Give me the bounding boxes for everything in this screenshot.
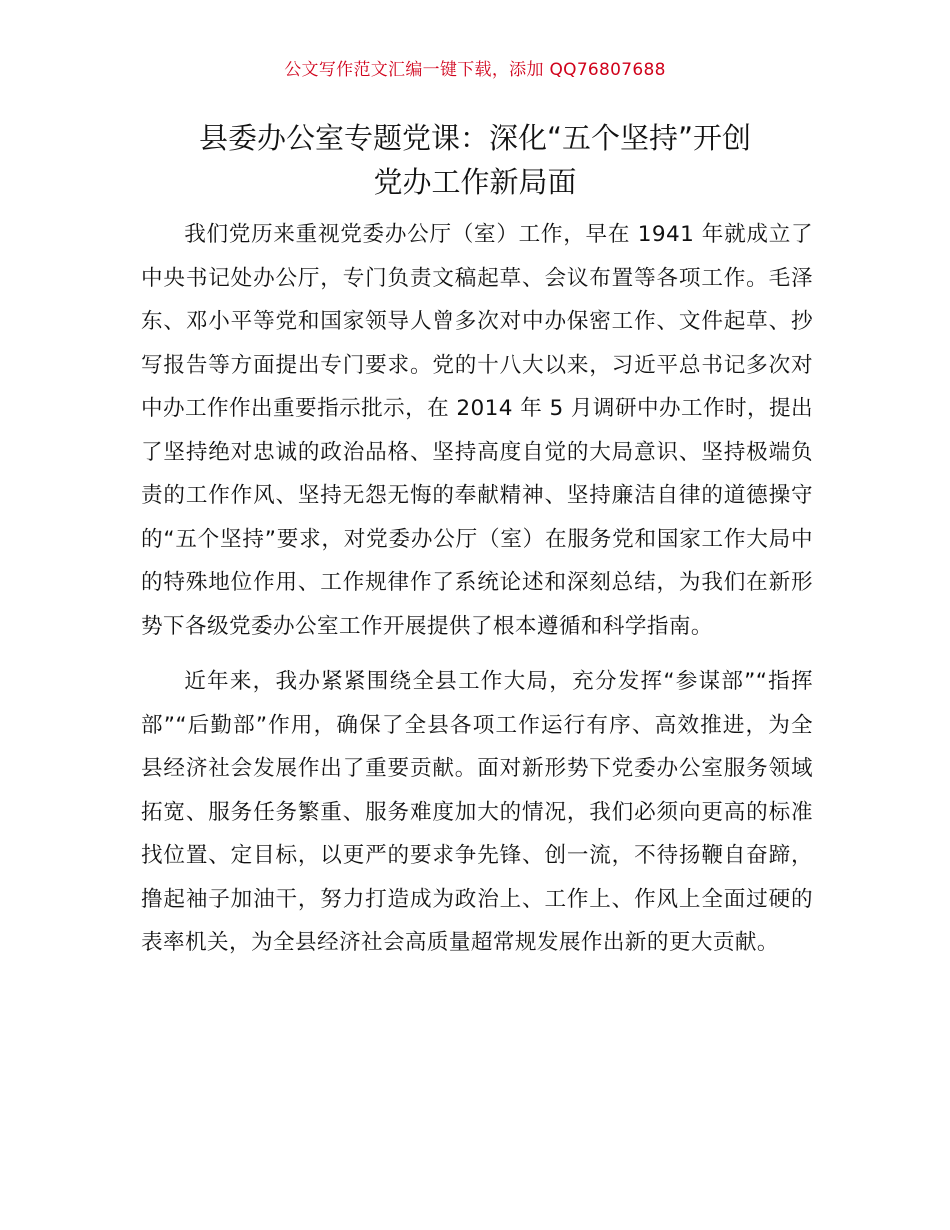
header-download-note: 公文写作范文汇编一键下载，添加 QQ76807688 — [284, 60, 666, 80]
document-title-line-2: 党办工作新局面 — [373, 165, 577, 199]
body-paragraph-2: 近年来，我办紧紧围绕全县工作大局，充分发挥“参谋部”“指挥部”“后勤部”作用，确保了全县各项工作运行有序、高效推进，为全县经济社会发展作出了重要贡献。面对新形势下党委办公室服务领域拓宽、服务任务繁重、服务难度加大的情况，我们必须向更高的标准找位置、定目标，以更严的要求争先锋、创一流，不待扬鞭自奋蹄，撸起袖子加油干，努力打造成为政治上、工作上、作风上全面过硬的表率机关，为全县经济社会高质量超常规发展作出新的更大贡献。 — [141, 669, 813, 955]
document-body — [141, 213, 813, 977]
body-paragraph-1: 我们党历来重视党委办公厅（室）工作，早在 1941 年就成立了中央书记处办公厅，专门负责文稿起草、会议布置等各项工作。毛泽东、邓小平等党和国家领导人曾多次对中办保密工作、文件起草、抄写报告等方面提出专门要求。党的十八大以来，习近平总书记多次对中办工作作出重要指示批示，在 2014 年 5 月调研中办工作时，提出了坚持绝对忠诚的政治品格、坚持高度自觉的大局意识、坚持极端负责的工作作风、坚持无怨无悔的奉献精神、坚持廉洁自律的道德操守的“五个坚持”要求，对党委办公厅（室）在服务党和国家工作大局中的特殊地位作用、工作规律作了系统论述和深刻总结，为我们在新形势下各级党委办公室工作开展提供了根本遵循和科学指南。 — [141, 222, 813, 639]
document-title-line-1: 县委办公室专题党课：深化“五个坚持”开创 — [198, 121, 752, 155]
document-title — [100, 116, 850, 204]
